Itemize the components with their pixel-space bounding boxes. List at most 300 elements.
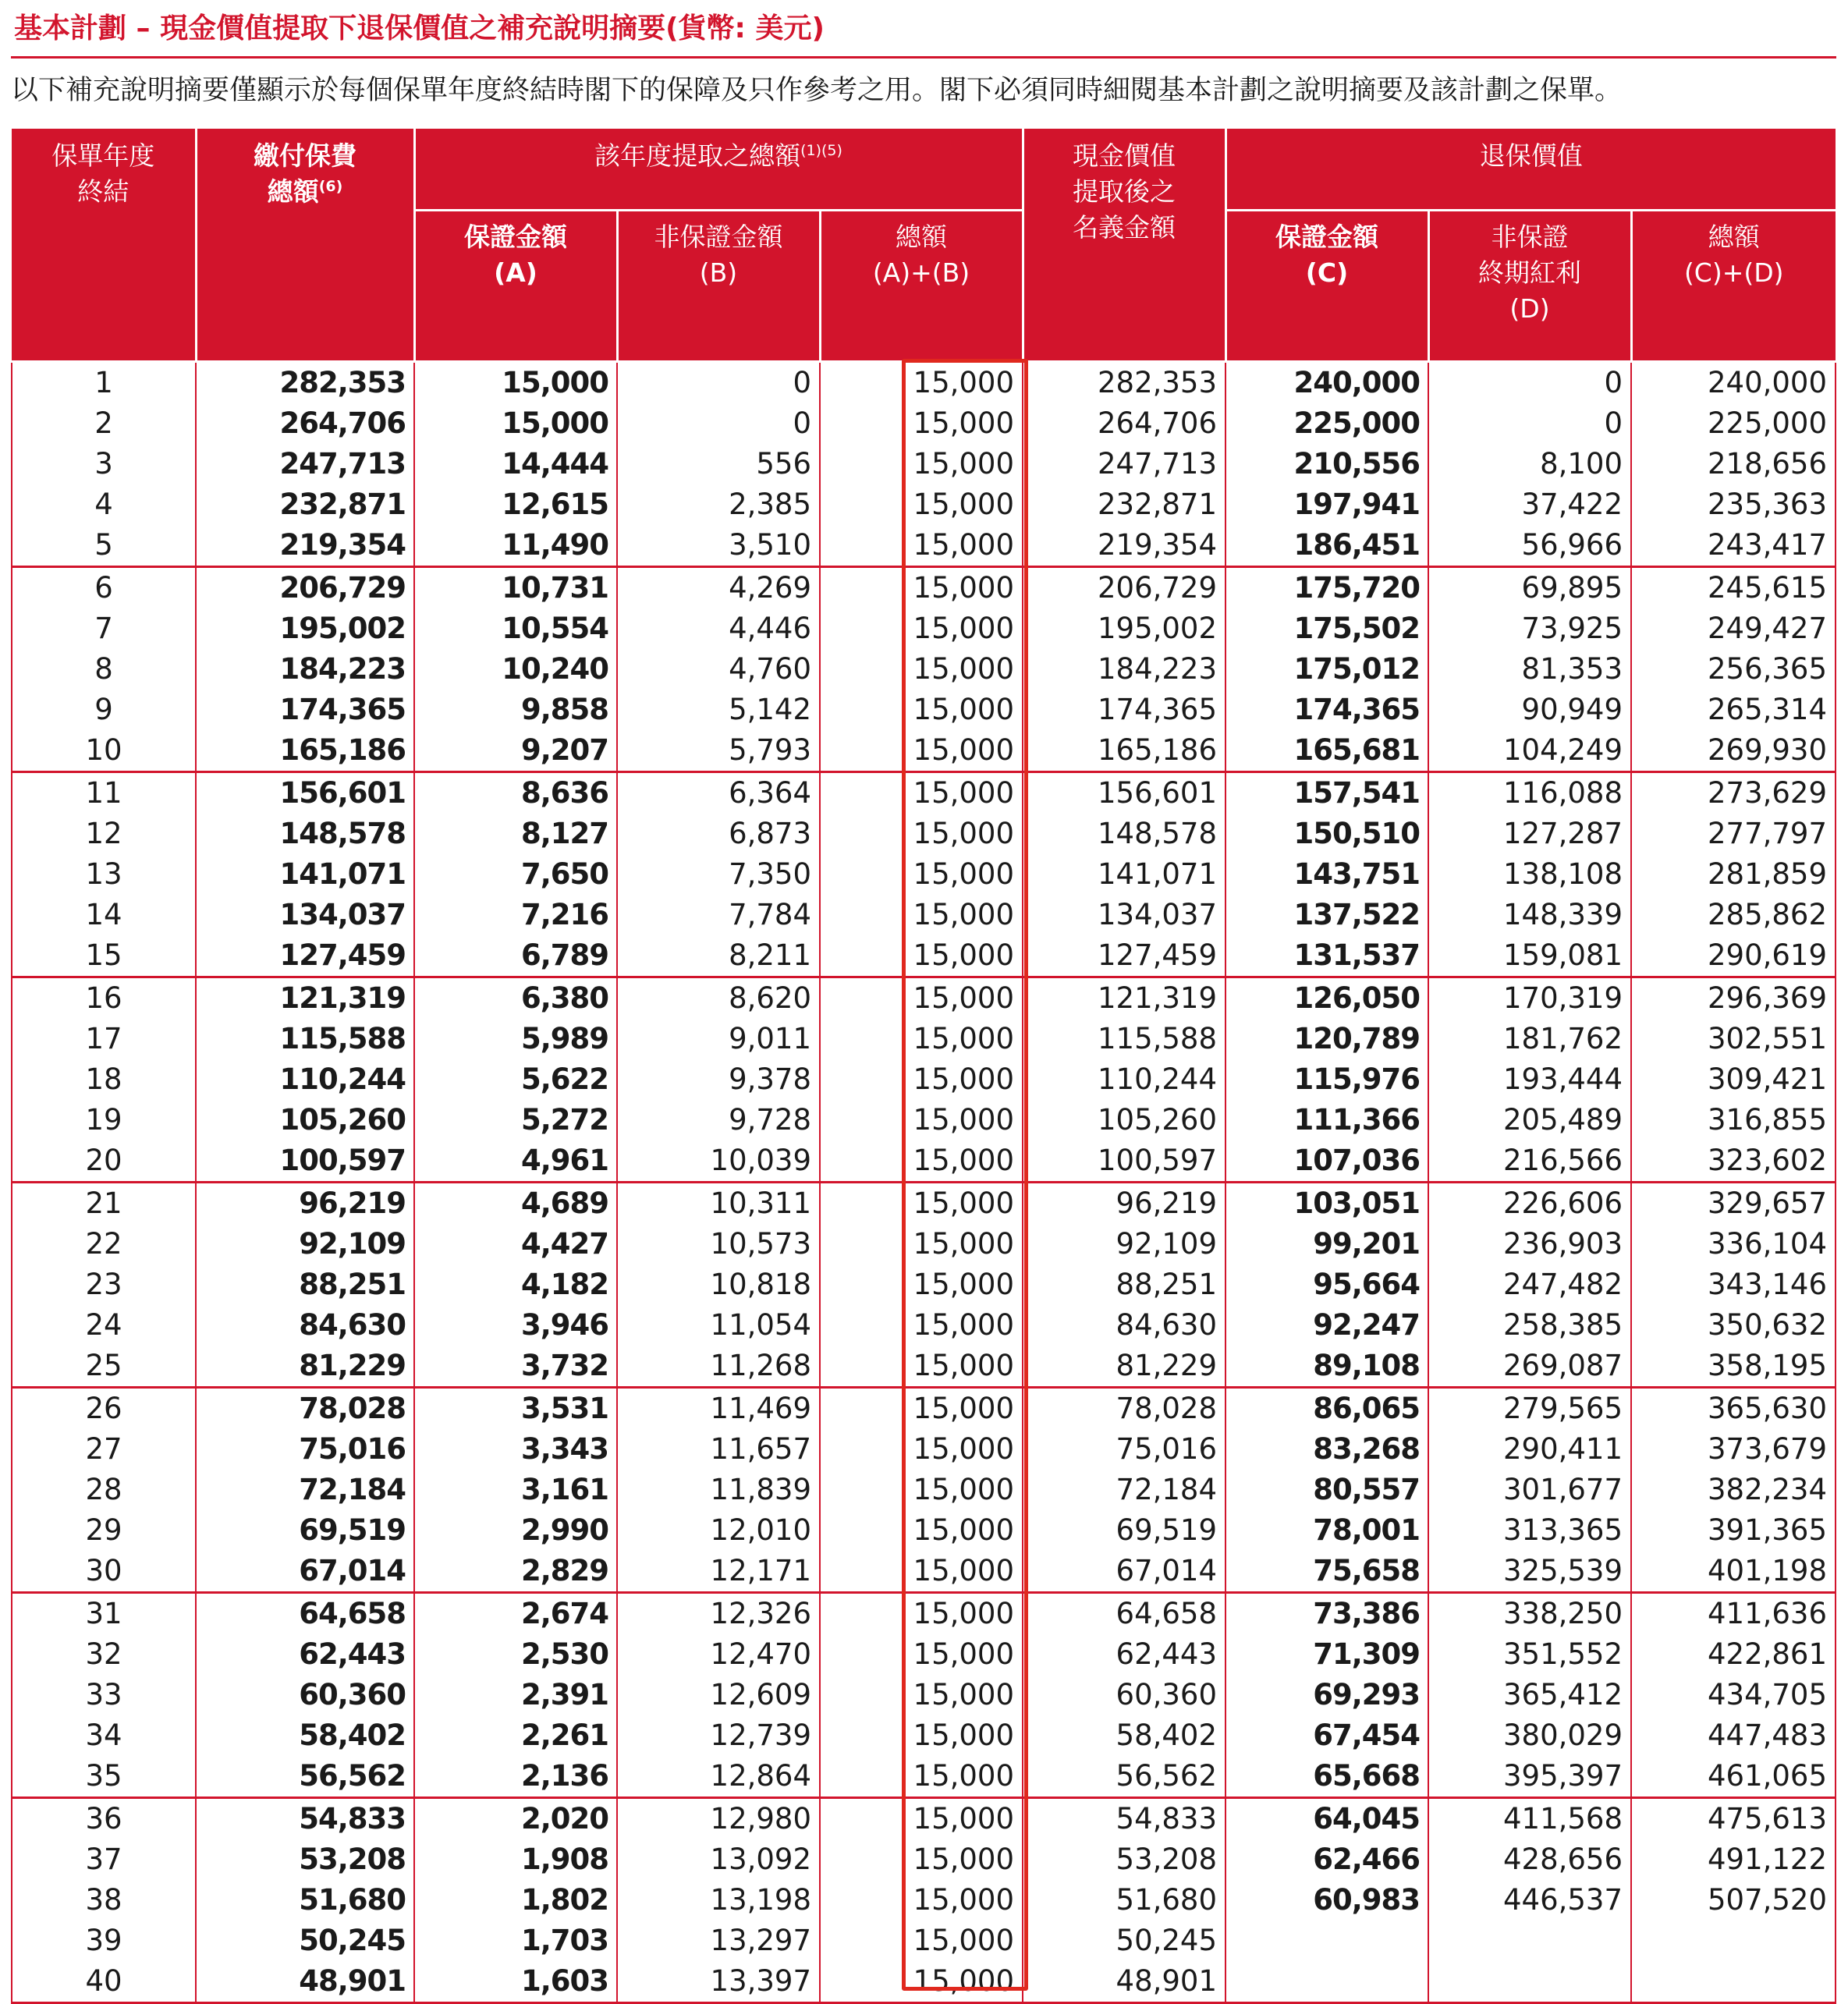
table-cell: 48,901 [1023,1961,1225,2003]
table-cell: 141,071 [196,854,414,895]
table-cell: 13,297 [617,1921,820,1961]
table-cell: 29 [12,1510,196,1551]
table-cell: 60,360 [1023,1675,1225,1715]
table-cell: 15,000 [820,771,1023,814]
table-cell: 235,363 [1631,484,1836,525]
table-cell: 103,051 [1225,1182,1428,1224]
table-cell: 247,713 [196,444,414,484]
table-cell: 67,014 [196,1551,414,1593]
table-cell [1631,1921,1836,1961]
table-cell: 225,000 [1225,403,1428,444]
table-cell: 3,946 [414,1305,617,1346]
table-cell: 62,466 [1225,1839,1428,1880]
table-cell: 12,615 [414,484,617,525]
table-cell: 15,000 [820,1429,1023,1470]
table-cell: 3 [12,444,196,484]
table-cell: 281,859 [1631,854,1836,895]
table-cell: 156,601 [196,771,414,814]
table-cell: 1,603 [414,1961,617,2003]
table-row [12,1880,1836,1921]
table-cell: 15,000 [414,361,617,403]
table-cell: 240,000 [1631,361,1836,403]
table-cell: 2,829 [414,1551,617,1593]
table-cell: 89,108 [1225,1346,1428,1388]
table-cell: 195,002 [1023,608,1225,649]
table-row [12,1059,1836,1100]
table-cell: 290,411 [1428,1429,1631,1470]
table-cell: 10,731 [414,566,617,608]
table-cell: 461,065 [1631,1756,1836,1798]
table-cell: 6,873 [617,814,820,854]
table-cell: 302,551 [1631,1019,1836,1059]
table-cell: 0 [617,403,820,444]
table-cell: 14,444 [414,444,617,484]
table-cell: 127,287 [1428,814,1631,854]
table-cell: 7 [12,608,196,649]
table-cell: 81,229 [1023,1346,1225,1388]
table-cell [1428,1961,1631,2003]
table-cell: 4,269 [617,566,820,608]
table-cell: 15,000 [820,1470,1023,1510]
table-cell: 10,039 [617,1140,820,1183]
header-withdrawal-group: 該年度提取之總額$^{(1)(5)}$ [414,129,1023,210]
table-cell: 3,531 [414,1387,617,1429]
table-cell: 20 [12,1140,196,1183]
table-cell: 170,319 [1428,977,1631,1019]
table-cell: 51,680 [1023,1880,1225,1921]
table-cell: 15,000 [820,1182,1023,1224]
table-cell: 10,573 [617,1224,820,1264]
table-cell: 256,365 [1631,649,1836,690]
table-cell [1225,1921,1428,1961]
table-cell: 225,000 [1631,403,1836,444]
table-cell: 175,012 [1225,649,1428,690]
table-cell: 15,000 [820,1346,1023,1388]
table-cell: 95,664 [1225,1264,1428,1305]
table-cell: 193,444 [1428,1059,1631,1100]
table-cell: 67,454 [1225,1715,1428,1756]
table-cell: 56,966 [1428,525,1631,567]
table-cell: 15,000 [820,1797,1023,1839]
header-policy-year: 保單年度 終結 [12,129,196,361]
table-row [12,566,1836,608]
table-cell: 15,000 [820,690,1023,730]
table-cell: 6 [12,566,196,608]
table-cell: 60,360 [196,1675,414,1715]
table-cell: 556 [617,444,820,484]
table-cell: 373,679 [1631,1429,1836,1470]
table-row [12,895,1836,935]
table-cell: 422,861 [1631,1634,1836,1675]
table-cell: 15,000 [820,361,1023,403]
table-cell: 282,353 [196,361,414,403]
table-cell: 411,636 [1631,1592,1836,1634]
table-cell: 67,014 [1023,1551,1225,1593]
table-cell: 219,354 [1023,525,1225,567]
table-cell: 34 [12,1715,196,1756]
table-cell: 2,136 [414,1756,617,1798]
table-body [12,361,1836,2002]
table-cell: 175,720 [1225,566,1428,608]
table-cell: 100,597 [196,1140,414,1183]
table-cell: 5,272 [414,1100,617,1140]
illustration-table [11,129,1836,2004]
table-cell: 365,412 [1428,1675,1631,1715]
table-cell: 5,622 [414,1059,617,1100]
page-subtitle: 以下補充說明摘要僅顯示於每個保單年度終結時閣下的保障及只作參考之用。閣下必須同時細閱基本計劃之說明摘要及該計劃之保單。 [11,75,1623,106]
table-cell: 71,309 [1225,1634,1428,1675]
table-cell: 4 [12,484,196,525]
table-cell: 88,251 [196,1264,414,1305]
table-row [12,1140,1836,1183]
table-cell: 56,562 [196,1756,414,1798]
table-row [12,977,1836,1019]
table-cell: 81,353 [1428,649,1631,690]
table-row [12,1921,1836,1961]
table-cell: 11,839 [617,1470,820,1510]
table-cell: 115,976 [1225,1059,1428,1100]
table-row [12,1182,1836,1224]
table-cell: 336,104 [1631,1224,1836,1264]
table-cell: 2,674 [414,1592,617,1634]
table-cell: 39 [12,1921,196,1961]
table-cell: 15,000 [820,1551,1023,1593]
table-cell: 27 [12,1429,196,1470]
table-cell: 290,619 [1631,935,1836,977]
table-cell: 15,000 [820,1140,1023,1183]
table-cell: 1 [12,361,196,403]
table-cell: 382,234 [1631,1470,1836,1510]
table-cell: 120,789 [1225,1019,1428,1059]
table-cell: 15,000 [820,1059,1023,1100]
table-cell: 5,142 [617,690,820,730]
table-row [12,608,1836,649]
table-cell: 507,520 [1631,1880,1836,1921]
table-cell: 96,219 [196,1182,414,1224]
table-cell: 15,000 [820,1100,1023,1140]
table-cell: 232,871 [196,484,414,525]
table-cell: 127,459 [1023,935,1225,977]
page-title: 基本計劃 – 現金價值提取下退保價值之補充說明摘要(貨幣: 美元) [14,12,825,44]
table-cell: 156,601 [1023,771,1225,814]
table-cell: 80,557 [1225,1470,1428,1510]
table-cell: 11,469 [617,1387,820,1429]
table-cell: 157,541 [1225,771,1428,814]
table-cell: 279,565 [1428,1387,1631,1429]
table-cell: 28 [12,1470,196,1510]
table-cell: 13,198 [617,1880,820,1921]
table-cell: 380,029 [1428,1715,1631,1756]
table-cell: 8 [12,649,196,690]
table-cell: 107,036 [1225,1140,1428,1183]
table-cell: 301,677 [1428,1470,1631,1510]
table-cell: 5 [12,525,196,567]
table-row [12,1510,1836,1551]
table-cell: 5,989 [414,1019,617,1059]
table-cell: 206,729 [196,566,414,608]
table-cell: 247,482 [1428,1264,1631,1305]
table-cell: 51,680 [196,1880,414,1921]
table-cell: 69,519 [196,1510,414,1551]
table-cell: 15,000 [820,1634,1023,1675]
table-cell: 8,620 [617,977,820,1019]
table-cell: 100,597 [1023,1140,1225,1183]
table-cell: 141,071 [1023,854,1225,895]
table-cell: 273,629 [1631,771,1836,814]
table-cell: 35 [12,1756,196,1798]
table-cell: 75,016 [196,1429,414,1470]
table-cell: 12,326 [617,1592,820,1634]
table-cell: 60,983 [1225,1880,1428,1921]
table-cell: 165,681 [1225,730,1428,772]
table-cell: 15,000 [820,1019,1023,1059]
table-cell: 277,797 [1631,814,1836,854]
table-cell: 78,028 [196,1387,414,1429]
table-cell: 3,343 [414,1429,617,1470]
table-cell: 249,427 [1631,608,1836,649]
table-cell: 21 [12,1182,196,1224]
table-cell: 137,522 [1225,895,1428,935]
table-cell: 184,223 [1023,649,1225,690]
header-premium-paid: 繳付保費 總額$^{(6)}$ [196,129,414,361]
table-row [12,690,1836,730]
table-row [12,935,1836,977]
table-cell: 15,000 [820,1921,1023,1961]
table-cell: 54,833 [1023,1797,1225,1839]
table-row [12,1100,1836,1140]
table-cell: 110,244 [196,1059,414,1100]
table-cell: 75,016 [1023,1429,1225,1470]
table-cell: 8,127 [414,814,617,854]
table-cell: 264,706 [196,403,414,444]
table-row [12,854,1836,895]
table-cell: 3,161 [414,1470,617,1510]
table-cell: 428,656 [1428,1839,1631,1880]
table-cell: 401,198 [1631,1551,1836,1593]
table-cell: 411,568 [1428,1797,1631,1839]
table-cell: 5,793 [617,730,820,772]
table-cell: 24 [12,1305,196,1346]
table-cell: 491,122 [1631,1839,1836,1880]
table-cell: 15,000 [820,1264,1023,1305]
table-cell: 0 [1428,403,1631,444]
table-cell: 64,658 [1023,1592,1225,1634]
table-cell: 131,537 [1225,935,1428,977]
table-cell: 115,588 [1023,1019,1225,1059]
table-cell: 165,186 [1023,730,1225,772]
table-row [12,1756,1836,1798]
table-cell: 121,319 [1023,977,1225,1019]
table-cell: 50,245 [196,1921,414,1961]
table-cell: 446,537 [1428,1880,1631,1921]
table-cell: 11,268 [617,1346,820,1388]
table-row [12,1019,1836,1059]
table-row [12,525,1836,567]
table-cell: 265,314 [1631,690,1836,730]
table-cell: 12,171 [617,1551,820,1593]
table-cell: 8,211 [617,935,820,977]
table-cell: 38 [12,1880,196,1921]
table-cell: 78,001 [1225,1510,1428,1551]
table-cell: 115,588 [196,1019,414,1059]
table-cell: 17 [12,1019,196,1059]
table-cell: 48,901 [196,1961,414,2003]
table-cell: 4,689 [414,1182,617,1224]
table-cell: 16 [12,977,196,1019]
header-total-cd: 總額 (C)+(D) [1631,210,1836,361]
table-cell: 69,519 [1023,1510,1225,1551]
table-cell: 165,186 [196,730,414,772]
table-cell: 116,088 [1428,771,1631,814]
table-cell: 84,630 [196,1305,414,1346]
table-cell: 15,000 [820,403,1023,444]
table-cell: 329,657 [1631,1182,1836,1224]
table-cell: 247,713 [1023,444,1225,484]
table-cell: 1,908 [414,1839,617,1880]
table-cell: 8,636 [414,771,617,814]
table-cell: 15,000 [820,1224,1023,1264]
table-cell: 15,000 [820,649,1023,690]
table-row [12,484,1836,525]
table-row [12,730,1836,772]
table-cell: 434,705 [1631,1675,1836,1715]
table-cell: 264,706 [1023,403,1225,444]
table-cell: 0 [1428,361,1631,403]
table-cell: 338,250 [1428,1592,1631,1634]
table-cell: 15,000 [820,444,1023,484]
table-row [12,1264,1836,1305]
table-cell: 15,000 [820,1305,1023,1346]
table-cell: 184,223 [196,649,414,690]
table-row [12,444,1836,484]
table-row [12,1346,1836,1388]
table-row [12,1224,1836,1264]
table-cell: 282,353 [1023,361,1225,403]
table-cell: 391,365 [1631,1510,1836,1551]
table-cell: 72,184 [196,1470,414,1510]
table-cell: 296,369 [1631,977,1836,1019]
table-cell: 12,980 [617,1797,820,1839]
table-cell: 92,109 [196,1224,414,1264]
table-cell: 174,365 [196,690,414,730]
table-cell: 205,489 [1428,1100,1631,1140]
table-cell: 69,895 [1428,566,1631,608]
table-cell: 0 [617,361,820,403]
table-cell: 37 [12,1839,196,1880]
table-cell: 15,000 [820,1510,1023,1551]
table-cell: 148,339 [1428,895,1631,935]
table-cell: 84,630 [1023,1305,1225,1346]
header-terminal-bonus-d: 非保證 終期紅利 (D) [1428,210,1631,361]
table-cell: 15,000 [820,1592,1023,1634]
table-cell: 64,045 [1225,1797,1428,1839]
table-cell: 13,397 [617,1961,820,2003]
table-cell: 92,109 [1023,1224,1225,1264]
table-row [12,771,1836,814]
table-cell: 9,207 [414,730,617,772]
table-cell: 365,630 [1631,1387,1836,1429]
header-guaranteed-c: 保證金額 (C) [1225,210,1428,361]
table-cell: 4,182 [414,1264,617,1305]
table-cell: 30 [12,1551,196,1593]
table-cell: 343,146 [1631,1264,1836,1305]
table-row [12,1551,1836,1593]
table-cell: 11,657 [617,1429,820,1470]
table-cell: 7,784 [617,895,820,935]
table-cell: 53,208 [1023,1839,1225,1880]
table-cell: 3,732 [414,1346,617,1388]
table-cell: 350,632 [1631,1305,1836,1346]
table-cell: 15,000 [820,1715,1023,1756]
table-row [12,403,1836,444]
table-cell: 174,365 [1225,690,1428,730]
table-cell: 134,037 [196,895,414,935]
table-cell: 206,729 [1023,566,1225,608]
table-cell: 210,556 [1225,444,1428,484]
table-cell: 174,365 [1023,690,1225,730]
table-cell: 12,739 [617,1715,820,1756]
table-cell: 313,365 [1428,1510,1631,1551]
table-cell: 53,208 [196,1839,414,1880]
table-cell: 73,925 [1428,608,1631,649]
table-row [12,1634,1836,1675]
table-cell: 31 [12,1592,196,1634]
table-cell: 218,656 [1631,444,1836,484]
table-cell: 14 [12,895,196,935]
table-cell: 9,011 [617,1019,820,1059]
table-cell: 121,319 [196,977,414,1019]
table-cell: 15,000 [820,608,1023,649]
table-cell: 351,552 [1428,1634,1631,1675]
table-cell: 15,000 [820,1756,1023,1798]
table-row [12,1429,1836,1470]
table-cell: 269,930 [1631,730,1836,772]
table-cell: 9,378 [617,1059,820,1100]
table-cell: 2,530 [414,1634,617,1675]
table-cell: 8,100 [1428,444,1631,484]
table-cell: 64,658 [196,1592,414,1634]
table-cell: 32 [12,1634,196,1675]
table-cell: 54,833 [196,1797,414,1839]
table-cell: 15,000 [820,1961,1023,2003]
table-cell: 26 [12,1387,196,1429]
table-cell: 159,081 [1428,935,1631,977]
table-cell: 105,260 [196,1100,414,1140]
table-row [12,1387,1836,1429]
table-cell: 15,000 [820,854,1023,895]
table-cell: 12,010 [617,1510,820,1551]
table-cell: 9,858 [414,690,617,730]
table-cell: 56,562 [1023,1756,1225,1798]
table-cell: 10,240 [414,649,617,690]
table-cell: 240,000 [1225,361,1428,403]
table-cell: 62,443 [196,1634,414,1675]
table-row [12,814,1836,854]
table-cell: 50,245 [1023,1921,1225,1961]
table-cell: 62,443 [1023,1634,1225,1675]
table-cell: 181,762 [1428,1019,1631,1059]
table-cell: 4,427 [414,1224,617,1264]
table-cell: 15,000 [414,403,617,444]
table-cell: 11,490 [414,525,617,567]
table-cell: 33 [12,1675,196,1715]
table-cell: 10,818 [617,1264,820,1305]
table-cell: 36 [12,1797,196,1839]
table-cell: 258,385 [1428,1305,1631,1346]
table-cell: 6,380 [414,977,617,1019]
table-cell: 10,311 [617,1182,820,1224]
table-row [12,1715,1836,1756]
